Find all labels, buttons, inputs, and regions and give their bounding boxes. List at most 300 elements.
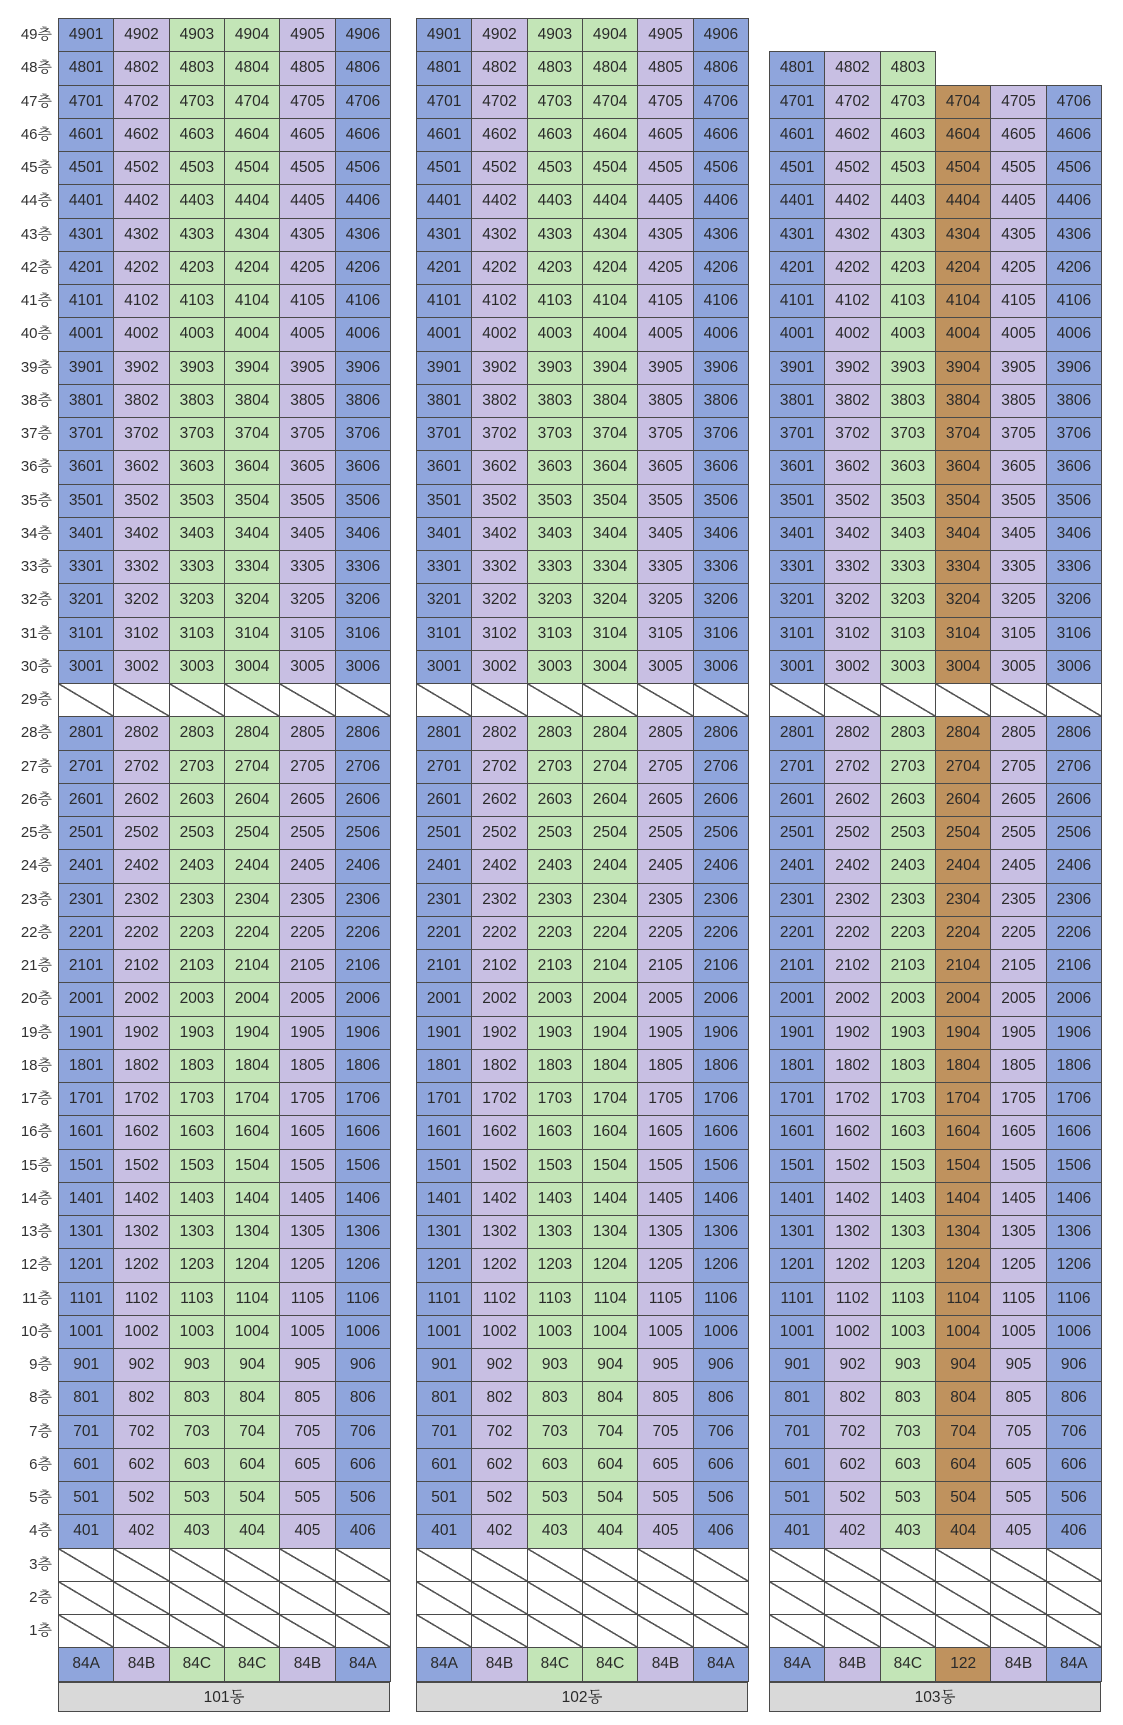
unit-cell: 905: [637, 1348, 693, 1382]
no-unit-cell: [693, 1614, 749, 1648]
unit-type-cell: 84B: [824, 1647, 880, 1681]
unit-cell: 3603: [527, 450, 583, 484]
unit-cell: 1204: [224, 1248, 280, 1282]
no-unit-cell: [471, 1548, 527, 1582]
unit-cell: 4105: [637, 284, 693, 318]
unit-cell: 2701: [769, 750, 825, 784]
unit-cell: 2602: [824, 783, 880, 817]
unit-cell: 4505: [990, 151, 1046, 185]
unit-cell: 2005: [990, 982, 1046, 1016]
unit-cell: 506: [693, 1481, 749, 1515]
unit-cell: 1003: [527, 1315, 583, 1349]
unit-cell: 3603: [880, 450, 936, 484]
unit-cell: 1105: [279, 1282, 335, 1316]
unit-cell: 2103: [880, 949, 936, 983]
unit-cell: 4704: [935, 85, 991, 119]
unit-cell: 903: [527, 1348, 583, 1382]
no-unit-cell: [58, 1614, 114, 1648]
unit-cell: 2805: [637, 716, 693, 750]
unit-cell: 1106: [693, 1282, 749, 1316]
unit-cell: 4704: [582, 85, 638, 119]
no-unit-cell: [935, 1614, 991, 1648]
unit-cell: 2804: [935, 716, 991, 750]
unit-cell: 906: [1046, 1348, 1102, 1382]
no-unit-cell: [880, 683, 936, 717]
unit-cell: 4603: [527, 118, 583, 152]
unit-cell: 4102: [824, 284, 880, 318]
unit-cell: 3606: [335, 450, 391, 484]
unit-cell: 2501: [769, 816, 825, 850]
floor-label: 8층: [29, 1389, 52, 1407]
unit-cell: 606: [693, 1448, 749, 1482]
unit-cell: 2705: [637, 750, 693, 784]
unit-cell: 2401: [416, 849, 472, 883]
unit-cell: 3606: [1046, 450, 1102, 484]
unit-cell: 4106: [1046, 284, 1102, 318]
unit-cell: 1005: [990, 1315, 1046, 1349]
unit-cell: 2006: [693, 982, 749, 1016]
unit-cell: 3606: [693, 450, 749, 484]
unit-cell: 4905: [637, 18, 693, 52]
unit-cell: 3802: [824, 384, 880, 418]
unit-cell: 2605: [990, 783, 1046, 817]
unit-cell: 901: [416, 1348, 472, 1382]
unit-cell: 3405: [279, 517, 335, 551]
unit-cell: 3201: [58, 583, 114, 617]
unit-cell: 4706: [335, 85, 391, 119]
unit-cell: 1902: [824, 1016, 880, 1050]
unit-cell: 1506: [693, 1149, 749, 1183]
no-unit-cell: [769, 1548, 825, 1582]
unit-cell: 604: [224, 1448, 280, 1482]
unit-cell: 4502: [824, 151, 880, 185]
unit-cell: 1605: [990, 1115, 1046, 1149]
no-unit-cell: [527, 1614, 583, 1648]
unit-cell: 1906: [693, 1016, 749, 1050]
unit-cell: 4905: [279, 18, 335, 52]
unit-cell: 3306: [693, 550, 749, 584]
unit-cell: 4104: [935, 284, 991, 318]
unit-cell: 1406: [1046, 1182, 1102, 1216]
unit-cell: 803: [527, 1381, 583, 1415]
unit-cell: 4304: [935, 218, 991, 252]
unit-cell: 4006: [335, 317, 391, 351]
unit-cell: 4403: [880, 184, 936, 218]
unit-cell: 1001: [58, 1315, 114, 1349]
no-unit-cell: [58, 1581, 114, 1615]
unit-cell: 1206: [693, 1248, 749, 1282]
no-unit-cell: [935, 1581, 991, 1615]
unit-cell: 1001: [769, 1315, 825, 1349]
unit-cell: 2102: [824, 949, 880, 983]
unit-cell: 4806: [693, 51, 749, 85]
unit-cell: 3405: [990, 517, 1046, 551]
unit-cell: 4605: [990, 118, 1046, 152]
unit-cell: 2303: [880, 883, 936, 917]
unit-cell: 704: [935, 1415, 991, 1449]
unit-cell: 1403: [527, 1182, 583, 1216]
unit-cell: 4205: [279, 251, 335, 285]
floor-label: 49층: [20, 26, 52, 43]
unit-cell: 2204: [224, 916, 280, 950]
unit-cell: 704: [224, 1415, 280, 1449]
unit-cell: 4405: [279, 184, 335, 218]
unit-cell: 3402: [824, 517, 880, 551]
unit-cell: 1503: [880, 1149, 936, 1183]
floor-label: 43층: [20, 225, 52, 243]
unit-cell: 2201: [58, 916, 114, 950]
unit-cell: 4202: [824, 251, 880, 285]
unit-cell: 1705: [279, 1082, 335, 1116]
unit-cell: 1005: [279, 1315, 335, 1349]
no-unit-cell: [769, 1581, 825, 1615]
unit-cell: 4105: [279, 284, 335, 318]
unit-cell: 3804: [935, 384, 991, 418]
unit-cell: 3805: [279, 384, 335, 418]
no-unit-cell: [416, 1581, 472, 1615]
unit-cell: 3406: [335, 517, 391, 551]
unit-cell: 3102: [824, 617, 880, 651]
unit-cell: 4802: [471, 51, 527, 85]
unit-cell: 3604: [582, 450, 638, 484]
unit-cell: 2302: [471, 883, 527, 917]
unit-cell: 1806: [335, 1049, 391, 1083]
unit-cell: 1401: [769, 1182, 825, 1216]
unit-cell: 3106: [1046, 617, 1102, 651]
unit-cell: 3005: [637, 650, 693, 684]
unit-cell: 1304: [582, 1215, 638, 1249]
unit-cell: 4406: [335, 184, 391, 218]
unit-cell: 3602: [824, 450, 880, 484]
no-unit-cell: [58, 1548, 114, 1582]
unit-cell: 3706: [335, 417, 391, 451]
unit-cell: 405: [990, 1514, 1046, 1548]
unit-cell: 2001: [416, 982, 472, 1016]
unit-cell: 3904: [935, 351, 991, 385]
unit-cell: 2604: [582, 783, 638, 817]
unit-cell: 4001: [769, 317, 825, 351]
unit-cell: 1101: [416, 1282, 472, 1316]
unit-cell: 502: [471, 1481, 527, 1515]
unit-cell: 1006: [693, 1315, 749, 1349]
unit-cell: 3806: [335, 384, 391, 418]
unit-cell: 2101: [416, 949, 472, 983]
unit-cell: 1301: [416, 1215, 472, 1249]
unit-cell: 1302: [471, 1215, 527, 1249]
unit-cell: 4401: [769, 184, 825, 218]
unit-cell: 801: [769, 1381, 825, 1415]
no-unit-cell: [824, 1614, 880, 1648]
unit-cell: 3803: [169, 384, 225, 418]
unit-cell: 705: [637, 1415, 693, 1449]
unit-cell: 2402: [471, 849, 527, 883]
unit-cell: 3706: [693, 417, 749, 451]
unit-cell: 3004: [224, 650, 280, 684]
unit-cell: 2202: [471, 916, 527, 950]
unit-cell: 4106: [693, 284, 749, 318]
unit-cell: 4003: [527, 317, 583, 351]
unit-cell: 1605: [279, 1115, 335, 1149]
unit-cell: 3005: [279, 650, 335, 684]
unit-cell: 3701: [769, 417, 825, 451]
unit-cell: 2203: [880, 916, 936, 950]
no-unit-cell: [1046, 1581, 1102, 1615]
unit-cell: 3305: [990, 550, 1046, 584]
unit-cell: 3104: [224, 617, 280, 651]
no-unit-cell: [471, 1581, 527, 1615]
unit-cell: 404: [935, 1514, 991, 1548]
unit-cell: 4702: [824, 85, 880, 119]
unit-cell: 4901: [416, 18, 472, 52]
unit-cell: 4005: [990, 317, 1046, 351]
unit-cell: 1103: [169, 1282, 225, 1316]
unit-cell: 4106: [335, 284, 391, 318]
unit-cell: 3902: [113, 351, 169, 385]
no-unit-cell: [880, 1614, 936, 1648]
unit-cell: 3701: [58, 417, 114, 451]
floor-label: 36층: [20, 458, 52, 476]
unit-cell: 2801: [416, 716, 472, 750]
unit-cell: 1801: [58, 1049, 114, 1083]
unit-cell: 1806: [1046, 1049, 1102, 1083]
unit-cell: 1503: [527, 1149, 583, 1183]
unit-cell: 2002: [471, 982, 527, 1016]
unit-cell: 3505: [637, 484, 693, 518]
unit-cell: 1301: [58, 1215, 114, 1249]
unit-cell: 1105: [990, 1282, 1046, 1316]
unit-cell: 4201: [416, 251, 472, 285]
unit-type-cell: 84C: [527, 1647, 583, 1681]
unit-cell: 3203: [880, 583, 936, 617]
floor-label: 26층: [20, 790, 52, 808]
unit-cell: 1501: [769, 1149, 825, 1183]
unit-cell: 4801: [769, 51, 825, 85]
unit-cell: 2803: [527, 716, 583, 750]
no-unit-cell: [527, 1548, 583, 1582]
unit-cell: 2602: [471, 783, 527, 817]
unit-cell: 3603: [169, 450, 225, 484]
unit-cell: 906: [693, 1348, 749, 1382]
unit-cell: 4306: [1046, 218, 1102, 252]
unit-cell: 4803: [169, 51, 225, 85]
unit-cell: 4906: [693, 18, 749, 52]
unit-cell: 904: [582, 1348, 638, 1382]
empty-slot: [990, 51, 1046, 85]
unit-cell: 505: [990, 1481, 1046, 1515]
unit-cell: 2106: [693, 949, 749, 983]
unit-cell: 3305: [637, 550, 693, 584]
unit-cell: 4302: [824, 218, 880, 252]
unit-cell: 406: [693, 1514, 749, 1548]
unit-cell: 1905: [279, 1016, 335, 1050]
unit-cell: 2403: [880, 849, 936, 883]
unit-cell: 1306: [1046, 1215, 1102, 1249]
unit-cell: 901: [769, 1348, 825, 1382]
unit-cell: 3906: [1046, 351, 1102, 385]
unit-cell: 1006: [1046, 1315, 1102, 1349]
unit-cell: 4304: [582, 218, 638, 252]
unit-cell: 3905: [279, 351, 335, 385]
no-unit-cell: [335, 1614, 391, 1648]
unit-cell: 1205: [990, 1248, 1046, 1282]
floor-label: 30층: [20, 657, 52, 675]
unit-cell: 4706: [693, 85, 749, 119]
unit-cell: 4603: [880, 118, 936, 152]
unit-cell: 1705: [990, 1082, 1046, 1116]
unit-cell: 1404: [224, 1182, 280, 1216]
unit-cell: 401: [58, 1514, 114, 1548]
unit-cell: 1406: [693, 1182, 749, 1216]
unit-cell: 3802: [471, 384, 527, 418]
unit-cell: 1502: [113, 1149, 169, 1183]
unit-cell: 2504: [935, 816, 991, 850]
unit-cell: 4605: [279, 118, 335, 152]
unit-cell: 1303: [169, 1215, 225, 1249]
unit-cell: 3103: [880, 617, 936, 651]
unit-cell: 1904: [582, 1016, 638, 1050]
no-unit-cell: [824, 1548, 880, 1582]
floor-label: 31층: [20, 624, 52, 642]
unit-cell: 2401: [58, 849, 114, 883]
unit-type-cell: 84B: [113, 1647, 169, 1681]
floor-label: 17층: [20, 1090, 52, 1107]
no-unit-cell: [169, 1581, 225, 1615]
no-unit-cell: [637, 683, 693, 717]
unit-cell: 3605: [279, 450, 335, 484]
no-unit-cell: [224, 683, 280, 717]
floor-label: 34층: [20, 524, 52, 542]
unit-cell: 4904: [582, 18, 638, 52]
unit-cell: 4005: [637, 317, 693, 351]
unit-cell: 504: [582, 1481, 638, 1515]
unit-cell: 1305: [637, 1215, 693, 1249]
floor-label: 27층: [20, 757, 52, 775]
unit-cell: 2404: [224, 849, 280, 883]
unit-cell: 3404: [935, 517, 991, 551]
unit-cell: 4004: [582, 317, 638, 351]
unit-cell: 2101: [58, 949, 114, 983]
unit-cell: 3502: [113, 484, 169, 518]
unit-cell: 4103: [169, 284, 225, 318]
floor-label: 45층: [20, 159, 52, 176]
unit-cell: 2502: [824, 816, 880, 850]
no-unit-cell: [113, 1581, 169, 1615]
unit-cell: 1901: [58, 1016, 114, 1050]
unit-cell: 1805: [990, 1049, 1046, 1083]
unit-cell: 4301: [58, 218, 114, 252]
unit-cell: 3301: [58, 550, 114, 584]
unit-type-cell: 84C: [880, 1647, 936, 1681]
unit-cell: 1206: [1046, 1248, 1102, 1282]
unit-cell: 3003: [880, 650, 936, 684]
unit-cell: 1205: [279, 1248, 335, 1282]
no-unit-cell: [693, 1548, 749, 1582]
unit-cell: 2402: [824, 849, 880, 883]
unit-cell: 603: [169, 1448, 225, 1482]
no-unit-cell: [990, 1614, 1046, 1648]
no-unit-cell: [279, 683, 335, 717]
unit-cell: 3602: [471, 450, 527, 484]
unit-cell: 4701: [58, 85, 114, 119]
unit-cell: 805: [990, 1381, 1046, 1415]
unit-cell: 2604: [935, 783, 991, 817]
unit-cell: 1303: [880, 1215, 936, 1249]
no-unit-cell: [637, 1548, 693, 1582]
unit-cell: 3804: [224, 384, 280, 418]
unit-cell: 2304: [935, 883, 991, 917]
unit-cell: 2605: [279, 783, 335, 817]
unit-cell: 806: [1046, 1381, 1102, 1415]
unit-cell: 602: [824, 1448, 880, 1482]
unit-cell: 3303: [169, 550, 225, 584]
unit-cell: 1402: [113, 1182, 169, 1216]
unit-cell: 2406: [335, 849, 391, 883]
unit-cell: 4503: [169, 151, 225, 185]
unit-cell: 3002: [824, 650, 880, 684]
no-unit-cell: [582, 1548, 638, 1582]
unit-cell: 1104: [935, 1282, 991, 1316]
floor-label: 42층: [20, 258, 52, 276]
unit-cell: 1305: [279, 1215, 335, 1249]
unit-cell: 1302: [824, 1215, 880, 1249]
unit-cell: 4903: [169, 18, 225, 52]
unit-cell: 4705: [637, 85, 693, 119]
unit-cell: 1801: [769, 1049, 825, 1083]
unit-cell: 2205: [990, 916, 1046, 950]
unit-cell: 1004: [582, 1315, 638, 1349]
unit-cell: 2105: [279, 949, 335, 983]
empty-slot: [935, 18, 991, 52]
unit-cell: 801: [416, 1381, 472, 1415]
unit-cell: 4604: [224, 118, 280, 152]
unit-cell: 2601: [769, 783, 825, 817]
unit-cell: 3801: [416, 384, 472, 418]
unit-cell: 3205: [279, 583, 335, 617]
unit-cell: 2801: [769, 716, 825, 750]
unit-cell: 2306: [693, 883, 749, 917]
no-unit-cell: [58, 683, 114, 717]
unit-cell: 4504: [582, 151, 638, 185]
unit-cell: 4202: [471, 251, 527, 285]
unit-cell: 4402: [824, 184, 880, 218]
floor-label: 19층: [20, 1023, 52, 1041]
unit-cell: 706: [693, 1415, 749, 1449]
unit-cell: 4301: [769, 218, 825, 252]
floor-label: 15층: [20, 1156, 52, 1174]
unit-cell: 604: [582, 1448, 638, 1482]
unit-cell: 2606: [1046, 783, 1102, 817]
unit-cell: 3105: [279, 617, 335, 651]
unit-cell: 3602: [113, 450, 169, 484]
unit-cell: 2503: [880, 816, 936, 850]
unit-cell: 2703: [880, 750, 936, 784]
unit-cell: 2304: [224, 883, 280, 917]
unit-cell: 3404: [582, 517, 638, 551]
unit-cell: 4605: [637, 118, 693, 152]
floor-label: 10층: [20, 1322, 52, 1340]
unit-cell: 2004: [224, 982, 280, 1016]
unit-cell: 506: [1046, 1481, 1102, 1515]
floor-label: 13층: [20, 1223, 52, 1240]
unit-cell: 4505: [279, 151, 335, 185]
unit-cell: 4806: [335, 51, 391, 85]
unit-cell: 3505: [279, 484, 335, 518]
unit-cell: 3204: [224, 583, 280, 617]
unit-cell: 4701: [769, 85, 825, 119]
unit-cell: 1105: [637, 1282, 693, 1316]
unit-cell: 1905: [990, 1016, 1046, 1050]
unit-cell: 2702: [113, 750, 169, 784]
